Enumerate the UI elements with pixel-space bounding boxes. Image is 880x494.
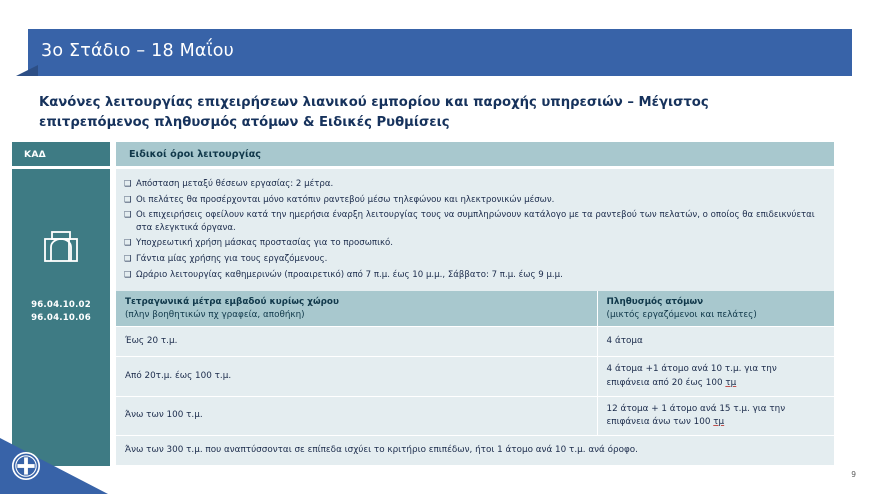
heading-line-1: Κανόνες λειτουργίας επιχειρήσεων λιανικού εμπορίου και παροχής υπηρεσιών – Μέγιστος	[39, 95, 709, 110]
bullet-marker-icon: ❑	[124, 178, 132, 188]
cell-population-line-1: 4 άτομα	[606, 336, 643, 347]
list-item	[124, 253, 824, 265]
list-item-text: Οι πελάτες θα προσέρχονται μόνο κατόπιν ραντεβού μέσω τηλεφώνου και ηλεκτρονικών μέσων.	[136, 194, 555, 205]
kad-cell	[12, 169, 110, 466]
footer-corner	[0, 438, 120, 494]
list-item	[124, 178, 824, 190]
list-item-text: Ωράριο λειτουργίας καθημερινών (προαιρετικό) από 7 π.μ. έως 10 μ.μ., Σάββατο: 7 π.μ. έως 9 μ.μ.	[136, 269, 563, 280]
greek-government-emblem-icon	[11, 451, 41, 485]
kad-code: 96.04.10.06	[31, 313, 91, 324]
column-header-kad: ΚΑΔ	[12, 142, 110, 166]
list-item-text: Υποχρεωτική χρήση μάσκας προστασίας για το προσωπικό.	[136, 238, 394, 249]
list-item	[124, 209, 824, 233]
capacity-header-population-sub: (μικτός εργαζόμενοι και πελάτες)	[606, 309, 757, 320]
capacity-table-header-row	[116, 291, 834, 327]
table-body-row	[12, 169, 834, 466]
cell-population-line-2-underlined: τμ	[713, 416, 725, 427]
table-row	[116, 357, 834, 396]
heading-line-2: επιτρεπόμενος πληθυσμός ατόμων & Ειδικές Ρυθμίσεις	[39, 114, 450, 130]
bullet-marker-icon: ❑	[124, 193, 132, 204]
briefcase-icon	[39, 225, 83, 273]
cell-population-line-2: επιφάνεια από 20 έως 100	[606, 377, 726, 388]
cell-population	[597, 357, 834, 396]
slide-heading	[39, 93, 829, 132]
cell-area: Από 20τ.μ. έως 100 τ.μ.	[116, 357, 597, 396]
cell-population-line-1: 4 άτομα +1 άτομο ανά 10 τ.μ. για την	[606, 364, 777, 375]
cell-population-line-1: 12 άτομα + 1 άτομο ανά 15 τ.μ. για την	[606, 403, 786, 414]
cell-population	[597, 327, 834, 357]
capacity-header-area-main: Τετραγωνικά μέτρα εμβαδού κυρίως χώρου	[125, 296, 339, 307]
table-header-row	[12, 142, 834, 166]
cell-area: Έως 20 τ.μ.	[116, 327, 597, 357]
column-header-terms: Ειδικοί όροι λειτουργίας	[116, 142, 834, 166]
table-row	[116, 396, 834, 435]
list-item	[124, 237, 824, 249]
title-banner-notch	[16, 65, 38, 76]
bullet-marker-icon: ❑	[124, 253, 132, 264]
page-number: 9	[851, 470, 856, 479]
bullet-marker-icon: ❑	[124, 237, 132, 248]
list-item-text: Γάντια μίας χρήσης για τους εργαζόμενους.	[136, 254, 328, 265]
bullet-marker-icon: ❑	[124, 268, 132, 279]
capacity-header-population-main: Πληθυσμός ατόμων	[606, 296, 704, 307]
list-item	[124, 194, 824, 206]
bullet-marker-icon: ❑	[124, 209, 132, 220]
table-row	[116, 327, 834, 357]
cell-population-line-2: επιφάνεια άνω των 100	[606, 416, 714, 427]
page-title: 3ο Στάδιο – 18 Μαΐου	[41, 41, 234, 61]
capacity-header-area-sub: (πλην βοηθητικών πχ γραφεία, αποθήκη)	[125, 309, 305, 320]
cell-area: Άνω των 100 τ.μ.	[116, 396, 597, 435]
terms-bullet-list	[116, 169, 834, 291]
cell-population-line-2-underlined: τμ	[725, 377, 737, 388]
rules-table	[12, 142, 834, 466]
capacity-header-population	[597, 291, 834, 327]
capacity-table	[116, 291, 834, 466]
table-note-row	[116, 436, 834, 466]
terms-content-cell	[116, 169, 834, 466]
cell-population	[597, 396, 834, 435]
kad-code: 96.04.10.02	[31, 300, 91, 310]
list-item-text: Οι επιχειρήσεις οφείλουν κατά την ημερήσια έναρξη λειτουργίας τους να συμπληρώνουν κατάλογο με τα ραντεβού των πελατών, ο οποίος θα επιδεικνύεται στα ελεγκτικά όργανα.	[136, 210, 815, 233]
capacity-note: Άνω των 300 τ.μ. που αναπτύσσονται σε επίπεδα ισχύει το κριτήριο επιπέδων, ήτοι 1 άτομο ανά 10 τ.μ. ανά όροφο.	[116, 436, 834, 466]
list-item	[124, 269, 824, 281]
list-item-text: Απόσταση μεταξύ θέσεων εργασίας: 2 μέτρα.	[136, 179, 334, 189]
capacity-header-area	[116, 291, 597, 327]
